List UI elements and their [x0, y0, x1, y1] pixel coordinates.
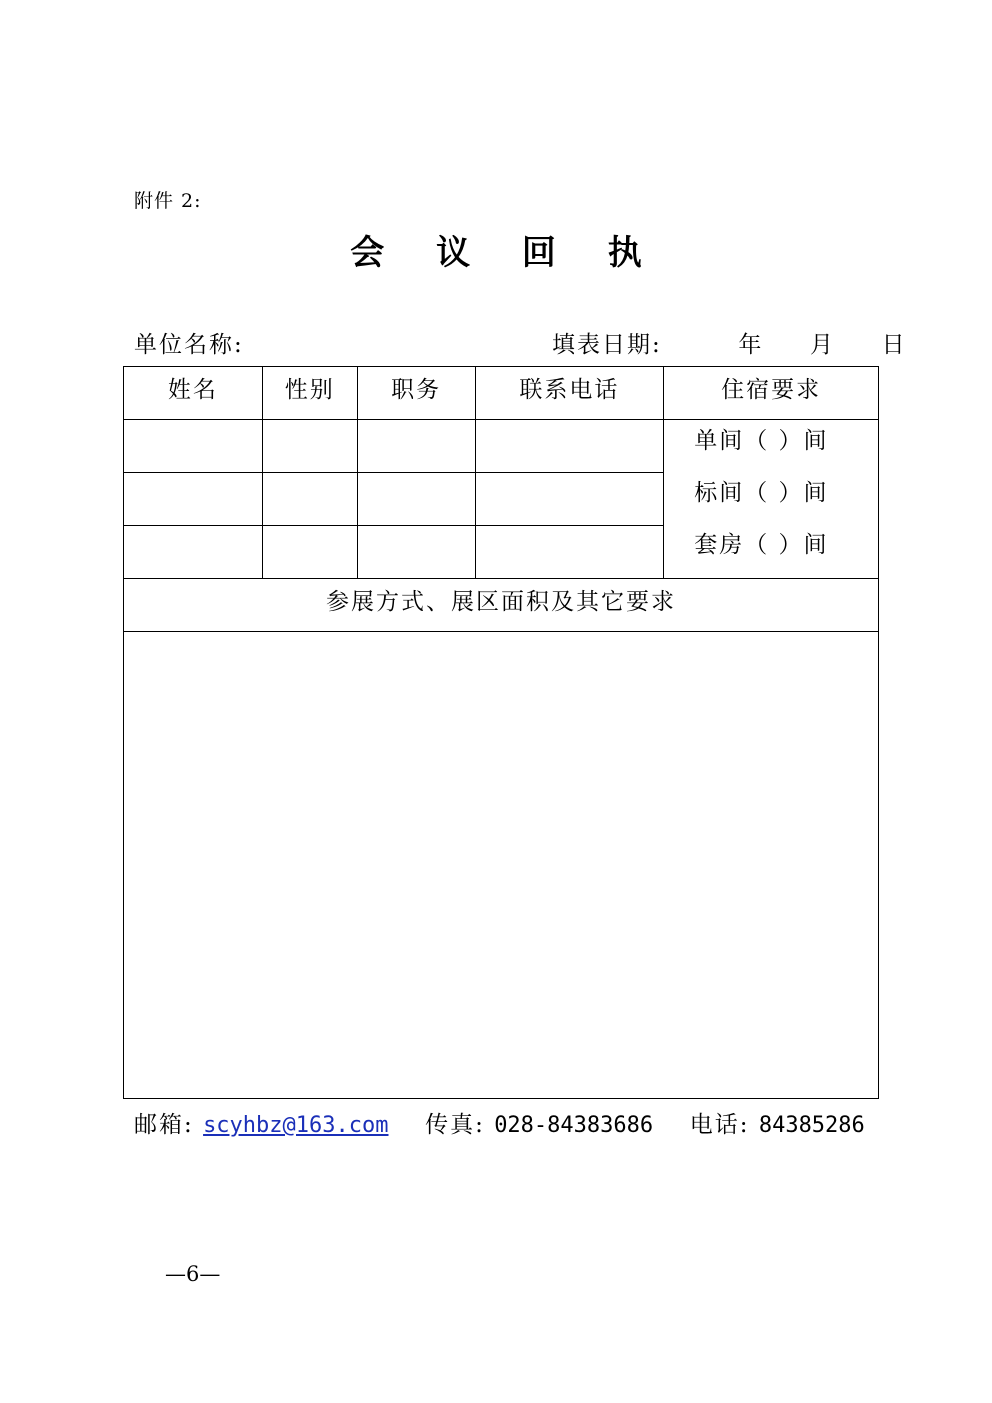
header-name: 姓名: [124, 367, 263, 420]
phone-label: 电话:: [689, 1112, 750, 1138]
gender-cell-2[interactable]: [262, 473, 357, 526]
position-cell-1[interactable]: [357, 420, 475, 473]
exhibit-header-row: [124, 579, 879, 632]
fill-date-row: [552, 326, 907, 359]
attachment-label: 附件 2:: [134, 190, 202, 212]
page-title: 会 议 回 执: [350, 233, 662, 273]
date-day-label: 日: [881, 332, 907, 358]
lodging-option-single[interactable]: 单间（ ）间: [694, 428, 829, 454]
gender-cell-3[interactable]: [262, 526, 357, 579]
fax-number: 028-84383686: [494, 1113, 654, 1138]
name-cell-1[interactable]: [124, 420, 263, 473]
unit-name-label: 单位名称:: [134, 332, 244, 358]
phone-number: 84385286: [758, 1113, 865, 1138]
contact-footer: [134, 1106, 865, 1139]
email-link[interactable]: scyhbz@163.com: [203, 1113, 389, 1138]
phone-cell-2[interactable]: [475, 473, 664, 526]
fill-date-label: 填表日期:: [552, 332, 662, 358]
page-number: —6—: [165, 1262, 221, 1286]
phone-cell-3[interactable]: [475, 526, 664, 579]
header-position: 职务: [357, 367, 475, 420]
table-header-row: [124, 367, 879, 420]
date-year-label: 年: [738, 332, 764, 358]
phone-cell-1[interactable]: [475, 420, 664, 473]
header-lodging: 住宿要求: [664, 367, 879, 420]
lodging-option-standard[interactable]: 标间（ ）间: [694, 480, 829, 506]
fax-label: 传真:: [425, 1112, 485, 1138]
reply-form-table: [123, 366, 879, 1099]
name-cell-3[interactable]: [124, 526, 263, 579]
exhibit-header: 参展方式、展区面积及其它要求: [124, 579, 879, 632]
exhibit-body-row: [124, 632, 879, 1099]
lodging-option-suite[interactable]: 套房（ ）间: [694, 532, 829, 558]
name-cell-2[interactable]: [124, 473, 263, 526]
header-phone: 联系电话: [475, 367, 664, 420]
date-month-label: 月: [810, 332, 835, 358]
exhibit-requirements-field[interactable]: [124, 632, 879, 1099]
table-row: [124, 420, 879, 473]
email-label: 邮箱:: [134, 1112, 194, 1138]
gender-cell-1[interactable]: [262, 420, 357, 473]
lodging-options-cell[interactable]: [664, 420, 879, 579]
header-gender: 性别: [262, 367, 357, 420]
position-cell-3[interactable]: [357, 526, 475, 579]
position-cell-2[interactable]: [357, 473, 475, 526]
